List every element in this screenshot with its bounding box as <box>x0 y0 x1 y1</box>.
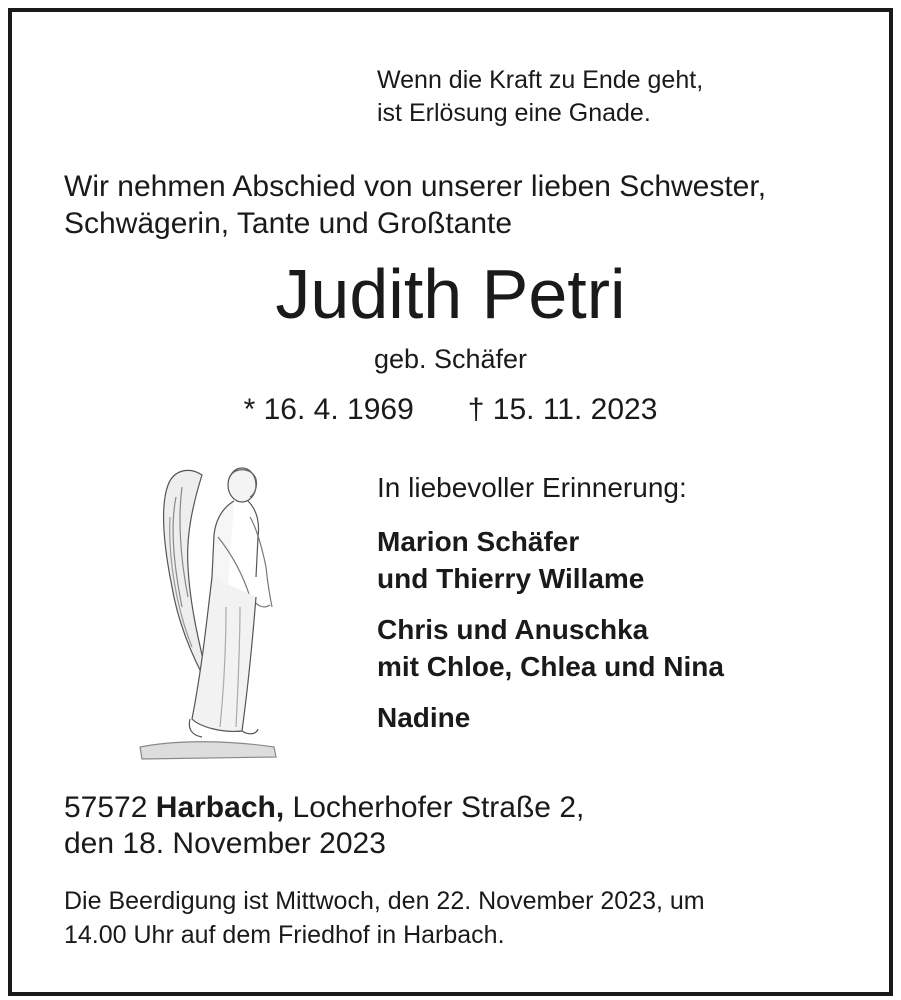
address <box>64 790 584 826</box>
quote-line-1: Wenn die Kraft zu Ende geht, <box>377 66 704 94</box>
quote <box>377 64 703 130</box>
intro-line-1: Wir nehmen Abschied von unserer lieben Schwester, <box>64 170 767 203</box>
funeral-notice <box>64 884 705 952</box>
intro-line-2: Schwägerin, Tante und Großtante <box>64 207 513 240</box>
funeral-line-2: 14.00 Uhr auf dem Friedhof in Harbach. <box>64 921 505 949</box>
death-date: † 15. 11. 2023 <box>467 393 658 426</box>
mourner-line: und Thierry Willame <box>377 563 645 594</box>
birth-name: geb. Schäfer <box>373 344 528 374</box>
memory-heading: In liebevoller Erinnerung: <box>377 472 687 503</box>
mourner-line: Chris und Anuschka <box>377 614 649 645</box>
obituary-card <box>8 8 893 996</box>
city: Harbach, <box>155 791 285 824</box>
mourner-line: mit Chloe, Chlea und Nina <box>377 651 724 682</box>
funeral-line-1: Die Beerdigung ist Mittwoch, den 22. November 2023, um <box>64 887 705 915</box>
mourner-line: Marion Schäfer <box>377 526 580 557</box>
birth-date: * 16. 4. 1969 <box>243 393 414 426</box>
postcode: 57572 <box>64 791 148 824</box>
place-date: den 18. November 2023 <box>64 827 386 860</box>
street: Locherhofer Straße 2, <box>292 791 585 824</box>
angel-icon <box>130 457 280 762</box>
intro-text <box>64 168 766 242</box>
quote-line-2: ist Erlösung eine Gnade. <box>377 99 651 127</box>
mourner-line: Nadine <box>377 702 471 733</box>
deceased-name: Judith Petri <box>275 255 626 333</box>
life-dates <box>12 390 889 430</box>
